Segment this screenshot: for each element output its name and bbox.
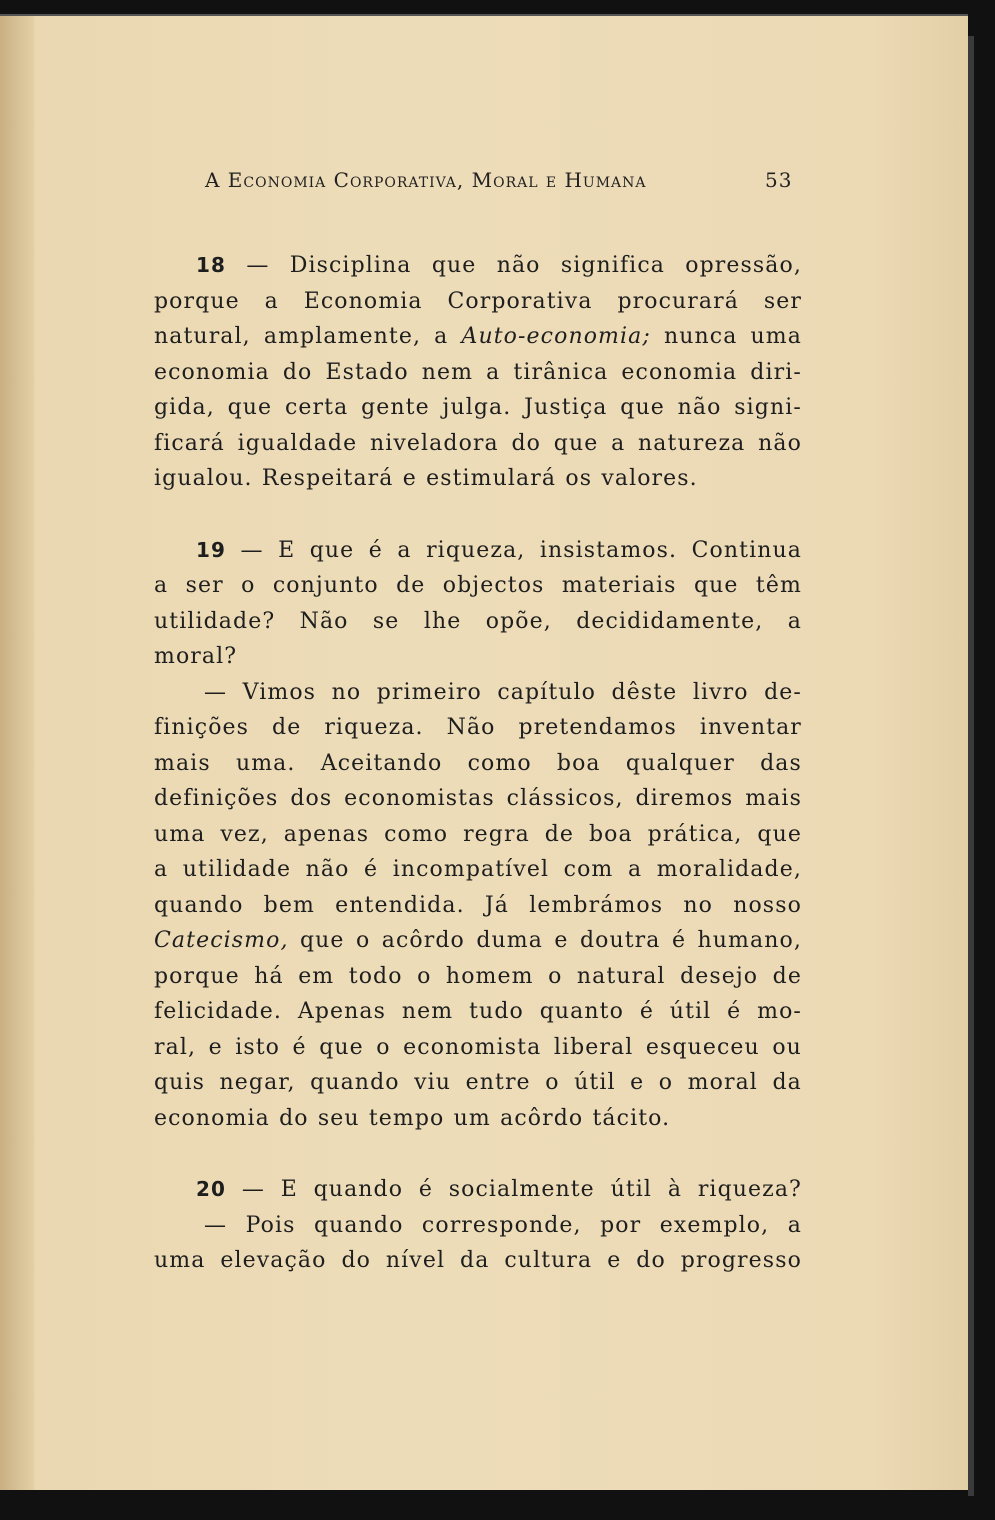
text-line: a utilidade não é incompatível com a moralidade, [154,857,802,882]
text-line: porque a Economia Corporativa procurará ser [154,288,802,314]
text-line: 19 — E que é a riqueza, insistamos. Continua [196,537,802,563]
text-line: porque há em todo o homem o natural desejo de [154,963,802,989]
text-line: definições dos economistas clássicos, diremos mais [154,786,802,811]
text-line: felicidade. Apenas nem tudo quanto é útil é mo- [154,999,802,1024]
page-spine-shadow [0,16,34,1490]
text-line: Catecismo, que o acôrdo duma e doutra é humano, [154,928,802,953]
text-line: — Vimos no primeiro capítulo dêste livro de- [204,679,802,705]
text-line: quis negar, quando viu entre o útil e o moral da [154,1070,802,1095]
paragraph-gap [154,497,802,533]
text-line: mais uma. Aceitando como boa qualquer das [154,750,802,776]
text-line: utilidade? Não se lhe opõe, decididamente, a [154,608,802,634]
text-line: economia do Estado nem a tirânica economia diri- [154,359,802,385]
text-line: natural, amplamente, a Auto-economia; nunca uma [154,324,802,349]
page-edge [968,36,974,1496]
text-line: ral, e isto é que o economista liberal esqueceu ou [154,1034,802,1060]
running-header-title: A Economia Corporativa, Moral e Humana [205,168,647,192]
text-line: finições de riqueza. Não pretendamos inventar [154,715,802,740]
text-line: moral? [154,644,238,669]
text-line: 18 — Disciplina que não significa opressão, [196,253,802,278]
book-page [0,14,968,1490]
text-line: gida, que certa gente julga. Justiça que não signi- [154,395,802,420]
text-line: economia do seu tempo um acôrdo tácito. [154,1105,671,1131]
text-line: uma vez, apenas como regra de boa prática, que [154,821,802,847]
text-line: igualou. Respeitará e estimulará os valores. [154,466,698,491]
text-line: quando bem entendida. Já lembrámos no nosso [154,892,802,918]
body-text [154,248,802,1279]
text-line: — Pois quando corresponde, por exemplo, a [204,1212,802,1238]
text-line: 20 — E quando é socialmente útil à riqueza? [196,1177,802,1202]
text-line: a ser o conjunto de objectos materiais que têm [154,573,802,598]
page-number: 53 [765,168,793,192]
paragraph-gap [154,1136,802,1172]
running-header [205,168,805,192]
text-line: uma elevação do nível da cultura e do progresso [154,1248,802,1273]
text-line: ficará igualdade niveladora do que a natureza não [154,430,802,456]
